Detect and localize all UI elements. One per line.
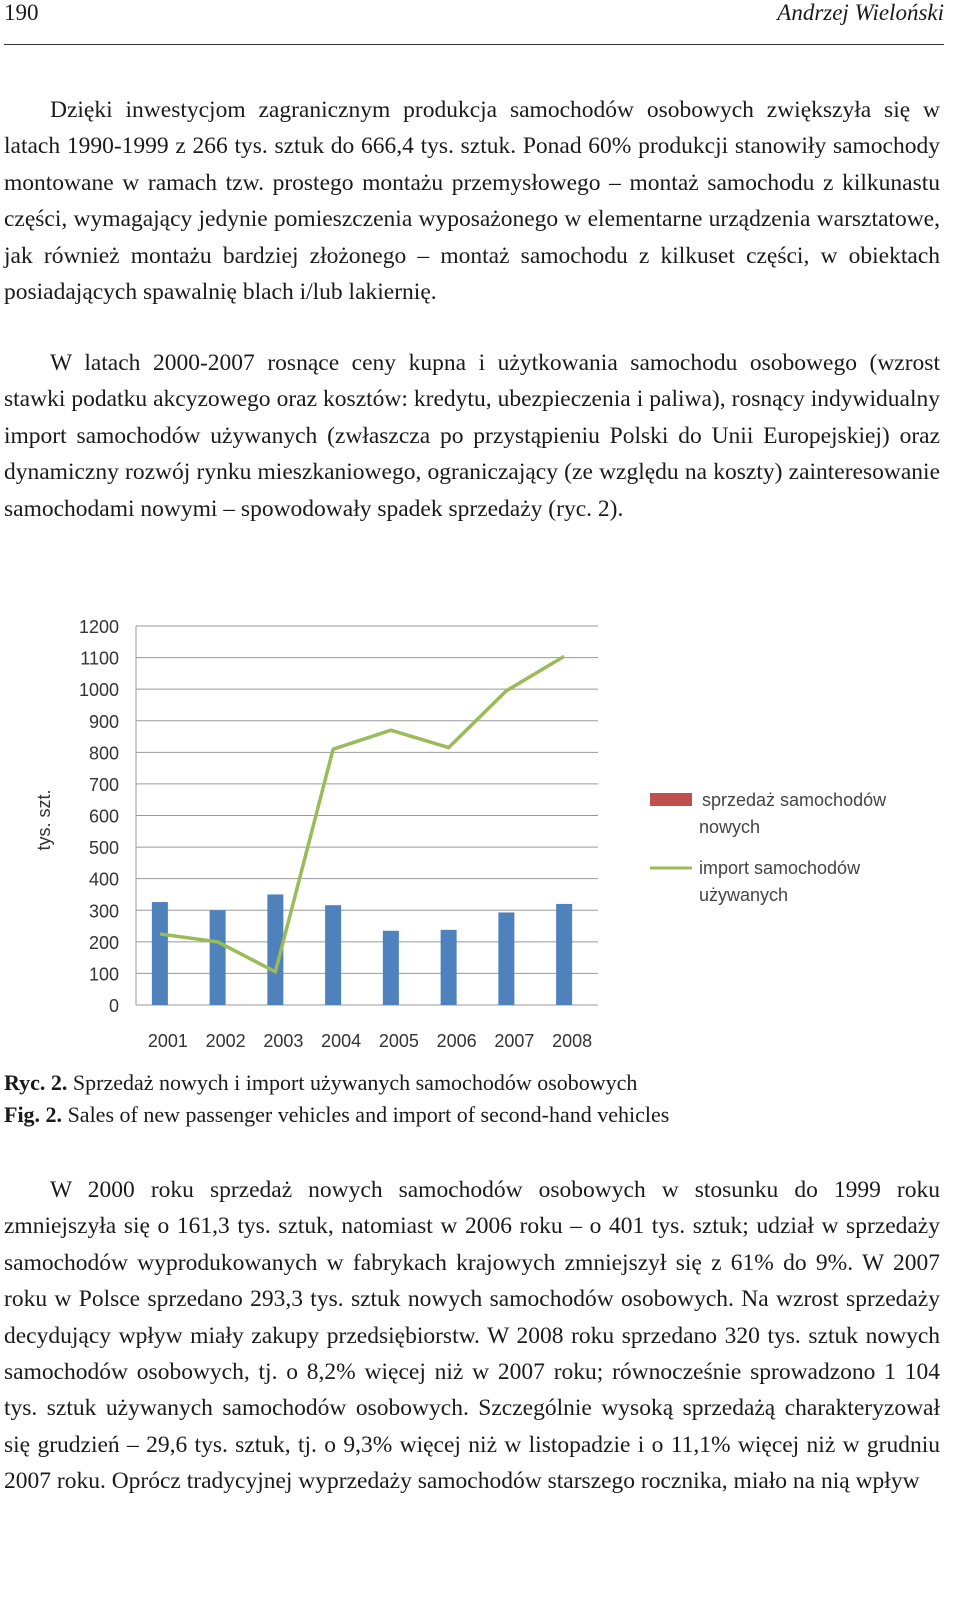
bar-new-sales-2004 <box>325 905 341 1005</box>
x-tick-label: 2001 <box>147 1031 188 1051</box>
x-tick-labels <box>148 1031 592 1051</box>
y-tick-label: 100 <box>88 964 119 985</box>
body-paragraph-3: W 2000 roku sprzedaż nowych samochodów osobowych w stosunku do 1999 roku zmniejszyła się o 161,3 tys. sztuk, natomiast w 2006 roku – o 401 tys. sztuk; udział w sprzedaży samochodów wyprodukowanych w fabrykach krajowych zmniejszył się z 61% do 9%. W 2007 roku w Polsce sprzedano 293,3 tys. sztuk nowych samochodów osobowych. Na wzrost sprzedaży decydujący wpływ miały zakupy przedsiębiorstw. W 2008 roku sprzedano 320 tys. sztuk nowych samochodów osobowych, tj. o 8,2% więcej niż w 2007 roku; równocześnie sprowadzono 1 104 tys. sztuk używanych samochodów osobowych. Szczególnie wysoką sprzedażą charakteryzował się grudzień – 29,6 tys. sztuk, tj. o 9,3% więcej niż w listopadzie i o 11,1% więcej niż w grudniu 2007 roku. Oprócz tradycyjnej wyprzedaży samochodów starszego rocznika, miało na nią wpływ <box>4 1177 940 1495</box>
x-tick-label: 2005 <box>378 1031 419 1051</box>
figure-chart <box>0 600 960 1060</box>
bar-new-sales-2002 <box>210 910 226 1005</box>
legend-label-new-sales-1: sprzedaż samochodów <box>702 790 887 810</box>
y-tick-labels <box>79 617 119 1016</box>
y-tick-label: 1000 <box>78 680 119 701</box>
y-tick-label: 1100 <box>80 648 119 669</box>
bar-series <box>152 894 572 1005</box>
y-tick-label: 400 <box>88 869 119 890</box>
x-tick-label: 2007 <box>494 1031 535 1051</box>
x-tick-label: 2006 <box>436 1031 477 1051</box>
y-tick-label: 700 <box>88 774 119 795</box>
chart-legend <box>650 790 887 905</box>
x-tick-label: 2002 <box>205 1031 246 1051</box>
bar-new-sales-2005 <box>383 931 399 1005</box>
legend-label-import-2: używanych <box>699 885 789 905</box>
caption-text-en: Sales of new passenger vehicles and import of second-hand vehicles <box>62 1102 670 1127</box>
bar-new-sales-2006 <box>441 930 457 1005</box>
legend-swatch-new-sales <box>650 793 692 806</box>
page-number: 190 <box>4 0 39 25</box>
y-tick-label: 600 <box>88 806 119 827</box>
bar-new-sales-2001 <box>152 902 168 1005</box>
caption-text-pl: Sprzedaż nowych i import używanych samochodów osobowych <box>67 1070 638 1095</box>
body-paragraph-2: W latach 2000-2007 rosnące ceny kupna i użytkowania samochodu osobowego (wzrost stawki podatku akcyzowego oraz kosztów: kredytu, ubezpieczenia i paliwa), rosnący indywidualny import samochodów używanych (zwłaszcza po przystąpieniu Polski do Unii Europejskiej) oraz dynamiczny rozwój rynku mieszkaniowego, ograniczający (ze względu na koszty) zainteresowanie samochodami nowymi – spowodowały spadek sprzedaży (ryc. 2). <box>4 350 940 522</box>
y-tick-label: 500 <box>88 838 119 859</box>
page-header <box>4 0 944 45</box>
x-tick-label: 2008 <box>552 1031 593 1051</box>
y-tick-label: 800 <box>88 743 119 764</box>
caption-label-pl: Ryc. 2. <box>4 1070 68 1095</box>
x-tick-label: 2003 <box>263 1031 304 1051</box>
y-axis-label: tys. szt. <box>34 789 54 851</box>
y-tick-label: 200 <box>88 932 119 953</box>
legend-label-new-sales-2: nowych <box>699 817 761 837</box>
bar-new-sales-2007 <box>498 912 514 1005</box>
figure-caption-pl <box>4 1070 637 1096</box>
figure-caption-en <box>4 1102 669 1128</box>
y-tick-label: 900 <box>88 711 119 732</box>
chart-gridlines <box>136 626 598 1005</box>
chart-svg <box>0 600 960 1060</box>
legend-label-import-1: import samochodów <box>699 858 861 878</box>
y-tick-label: 0 <box>108 996 119 1016</box>
bar-new-sales-2008 <box>556 904 572 1005</box>
y-tick-label: 300 <box>88 901 119 922</box>
x-tick-label: 2004 <box>321 1031 362 1051</box>
running-head-author: Andrzej Wieloński <box>777 0 944 25</box>
y-tick-label: 1200 <box>78 617 119 637</box>
caption-label-en: Fig. 2. <box>4 1102 63 1127</box>
body-paragraph-1: Dzięki inwestycjom zagranicznym produkcja samochodów osobowych zwiększyła się w latach 1990-1999 z 266 tys. sztuk do 666,4 tys. sztuk. Ponad 60% produkcji stanowiły samochody montowane w ramach tzw. prostego montażu przemysłowego – montaż samochodu z kilkunastu części, wymagający jedynie pomieszczenia wyposażonego w elementarne urządzenia warsztatowe, jak również montażu bardziej złożonego – montaż samochodu z kilkuset części, w obiektach posiadających spawalnię blach i/lub lakiernię. <box>4 97 940 306</box>
